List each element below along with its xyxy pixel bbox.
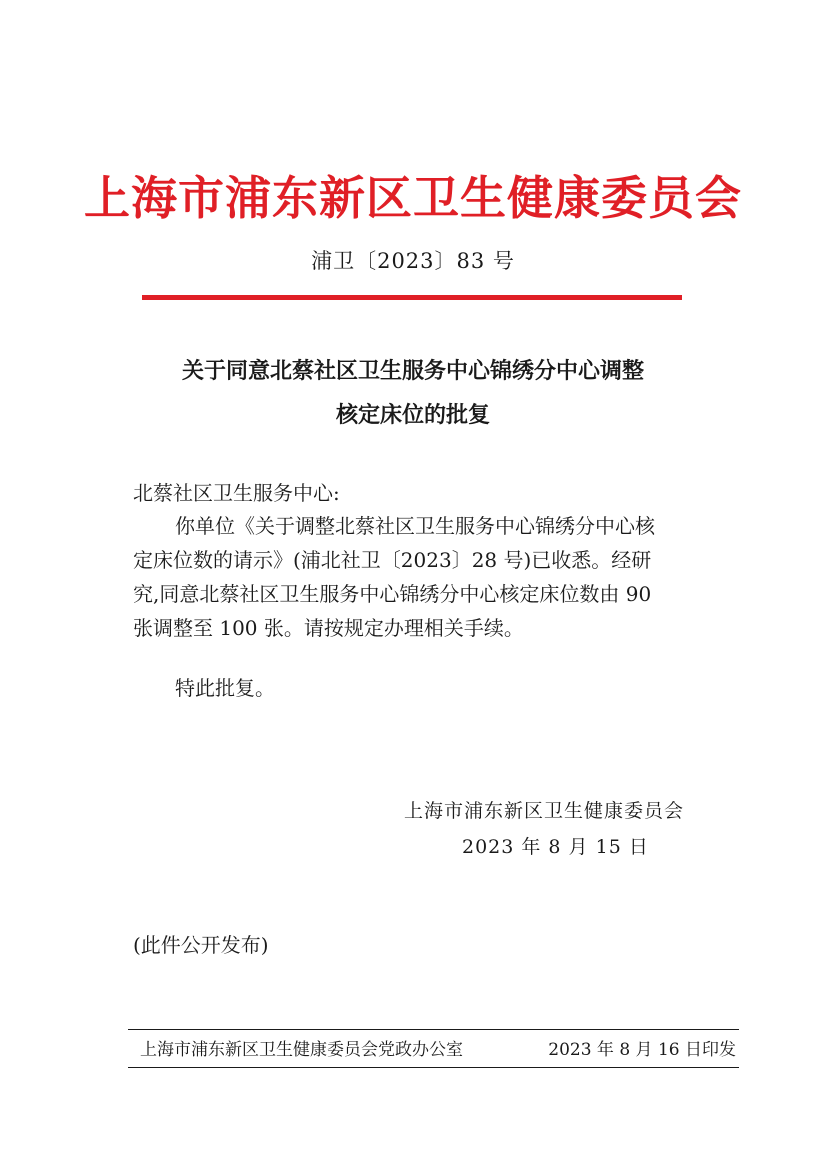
- body-paragraph: [133, 509, 713, 645]
- signature-org: 上海市浦东新区卫生健康委员会: [404, 800, 685, 822]
- footer-issuer: 上海市浦东新区卫生健康委员会党政办公室: [140, 1040, 463, 1060]
- footer-bottom-rule: [128, 1067, 739, 1068]
- recipient: 北蔡社区卫生服务中心:: [133, 481, 340, 505]
- body-line: 定床位数的请示》(浦北社卫〔2023〕28 号)已收悉。经研: [133, 548, 652, 572]
- document-number: 浦卫〔2023〕83 号: [311, 249, 515, 273]
- body-line: 你单位《关于调整北蔡社区卫生服务中心锦绣分中心核: [175, 514, 655, 538]
- footer-top-rule: [128, 1029, 739, 1030]
- disclosure-note: (此件公开发布): [133, 933, 269, 957]
- red-separator-line: [142, 295, 682, 300]
- document-title-line-2: 核定床位的批复: [335, 403, 490, 428]
- masthead-org-name: 上海市浦东新区卫生健康委员会: [84, 171, 742, 225]
- signature-date: 2023 年 8 月 15 日: [462, 836, 649, 858]
- body-line: 张调整至 100 张。请按规定办理相关手续。: [133, 616, 524, 640]
- document-title-line-1: 关于同意北蔡社区卫生服务中心锦绣分中心调整: [181, 359, 644, 384]
- body-line: 究,同意北蔡社区卫生服务中心锦绣分中心核定床位数由 90: [133, 582, 652, 606]
- footer-issue-date: 2023 年 8 月 16 日印发: [548, 1040, 736, 1060]
- closing-phrase: 特此批复。: [175, 676, 275, 700]
